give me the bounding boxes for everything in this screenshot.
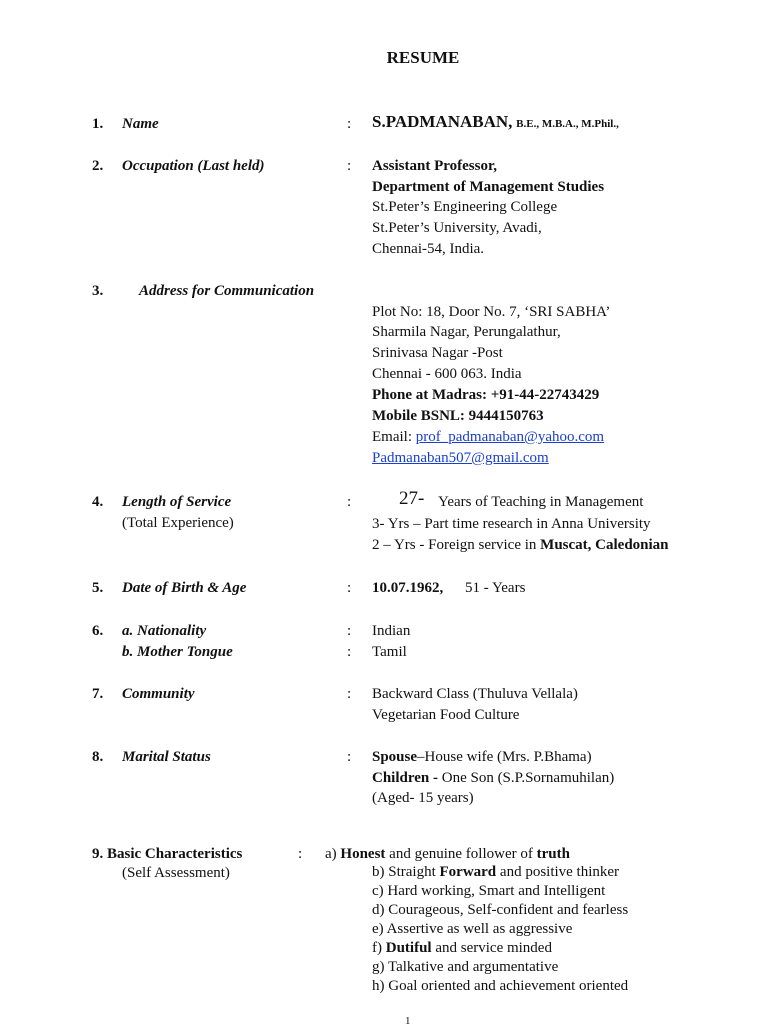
trait-text: and service minded: [431, 940, 552, 956]
page-title: RESUME: [386, 48, 460, 67]
service-sublabel: (Total Experience): [122, 515, 234, 531]
service-line-text: 2 – Yrs - Foreign service in: [372, 537, 541, 553]
colon: :: [347, 644, 352, 660]
community-label: Community: [122, 686, 195, 702]
trait-item: d) Courageous, Self-confident and fearless: [372, 902, 629, 918]
trait-text: b) Straight: [372, 864, 440, 880]
colon: :: [347, 494, 352, 510]
spouse-text: –House wife (Mrs. P.Bhama): [417, 749, 592, 765]
trait-item: e) Assertive as well as aggressive: [372, 921, 573, 937]
section-6-number: 6.: [92, 623, 104, 639]
occupation-line: Department of Management Studies: [372, 179, 605, 195]
name-label: Name: [122, 116, 159, 132]
mobile: Mobile BSNL: 9444150763: [372, 408, 544, 424]
age-value: 51 - Years: [465, 580, 526, 596]
address-line: Sharmila Nagar, Perungalathur,: [372, 324, 561, 340]
occupation-line: St.Peter’s University, Avadi,: [372, 220, 542, 236]
trait-item: [325, 844, 570, 864]
colon: :: [298, 846, 303, 862]
trait-prefix: a): [325, 846, 341, 862]
section-7-number: 7.: [92, 686, 104, 702]
colon: :: [347, 623, 352, 639]
trait-bold: Forward: [439, 864, 497, 880]
section-8-number: 8.: [92, 749, 104, 765]
children-age: (Aged- 15 years): [372, 790, 474, 806]
children-label: Children -: [372, 770, 442, 786]
trait-item: g) Talkative and argumentative: [372, 959, 559, 975]
email-label: Email:: [372, 429, 416, 445]
colon: :: [347, 749, 352, 765]
address-line: Srinivasa Nagar -Post: [372, 345, 503, 361]
nationality-label: a. Nationality: [122, 623, 207, 639]
address-line: Chennai - 600 063. India: [372, 366, 522, 382]
section-2-number: 2.: [92, 158, 104, 174]
address-label: Address for Communication: [139, 283, 315, 299]
name-value: [372, 112, 619, 134]
spouse-label: Spouse: [372, 749, 418, 765]
trait-bold: Dutiful: [385, 940, 432, 956]
children-text: One Son (S.P.Sornamuhilan): [441, 770, 615, 786]
trait-item: [372, 938, 552, 958]
name-main: S.PADMANABAN,: [372, 112, 513, 131]
email-line-2: [372, 448, 549, 468]
trait-text: and genuine follower of: [385, 846, 537, 862]
foreign-service-place: Muscat, Caledonian: [540, 537, 669, 553]
address-line: Plot No: 18, Door No. 7, ‘SRI SABHA’: [372, 304, 611, 320]
occupation-line: Assistant Professor,: [372, 158, 498, 174]
trait-text: and positive thinker: [496, 864, 620, 880]
section-5-number: 5.: [92, 580, 104, 596]
colon: :: [347, 686, 352, 702]
community-line: Backward Class (Thuluva Vellala): [372, 686, 578, 702]
name-qualifications: B.E., M.B.A., M.Phil.,: [516, 118, 619, 130]
occupation-label: Occupation (Last held): [122, 158, 265, 174]
email-link-gmail[interactable]: Padmanaban507@gmail.com: [372, 450, 549, 466]
phone: Phone at Madras: +91-44-22743429: [372, 387, 600, 403]
page-number: 1: [405, 1015, 411, 1027]
marital-label: Marital Status: [122, 749, 211, 765]
email-line: [372, 427, 604, 447]
trait-bold: truth: [536, 846, 570, 862]
colon: :: [347, 116, 352, 132]
characteristics-sublabel: (Self Assessment): [122, 865, 230, 881]
community-line: Vegetarian Food Culture: [372, 707, 520, 723]
trait-item: [372, 862, 619, 882]
occupation-line: St.Peter’s Engineering College: [372, 199, 558, 215]
dob-value: 10.07.1962,: [372, 580, 444, 596]
service-line: 3- Yrs – Part time research in Anna University: [372, 516, 651, 532]
email-link-yahoo[interactable]: prof_padmanaban@yahoo.com: [415, 429, 605, 445]
trait-bold: Honest: [340, 846, 386, 862]
section-4-number: 4.: [92, 494, 104, 510]
trait-item: c) Hard working, Smart and Intelligent: [372, 883, 606, 899]
trait-prefix: f): [372, 940, 386, 956]
spouse-line: [372, 747, 592, 767]
trait-item: h) Goal oriented and achievement oriented: [372, 978, 629, 994]
colon: :: [347, 580, 352, 596]
mother-tongue-label: b. Mother Tongue: [122, 644, 233, 660]
service-label: Length of Service: [122, 494, 232, 510]
section-3-number: 3.: [92, 283, 104, 299]
years-of-service: 27-: [399, 488, 425, 509]
service-line: Years of Teaching in Management: [438, 494, 644, 510]
dob-label: Date of Birth & Age: [122, 580, 247, 596]
occupation-line: Chennai-54, India.: [372, 241, 485, 257]
service-line: [372, 535, 669, 555]
section-1-number: 1.: [92, 116, 104, 132]
characteristics-label: 9. Basic Characteristics: [92, 846, 243, 862]
colon: :: [347, 158, 352, 174]
mother-tongue-value: Tamil: [372, 644, 407, 660]
nationality-value: Indian: [372, 623, 411, 639]
children-line: [372, 768, 614, 788]
